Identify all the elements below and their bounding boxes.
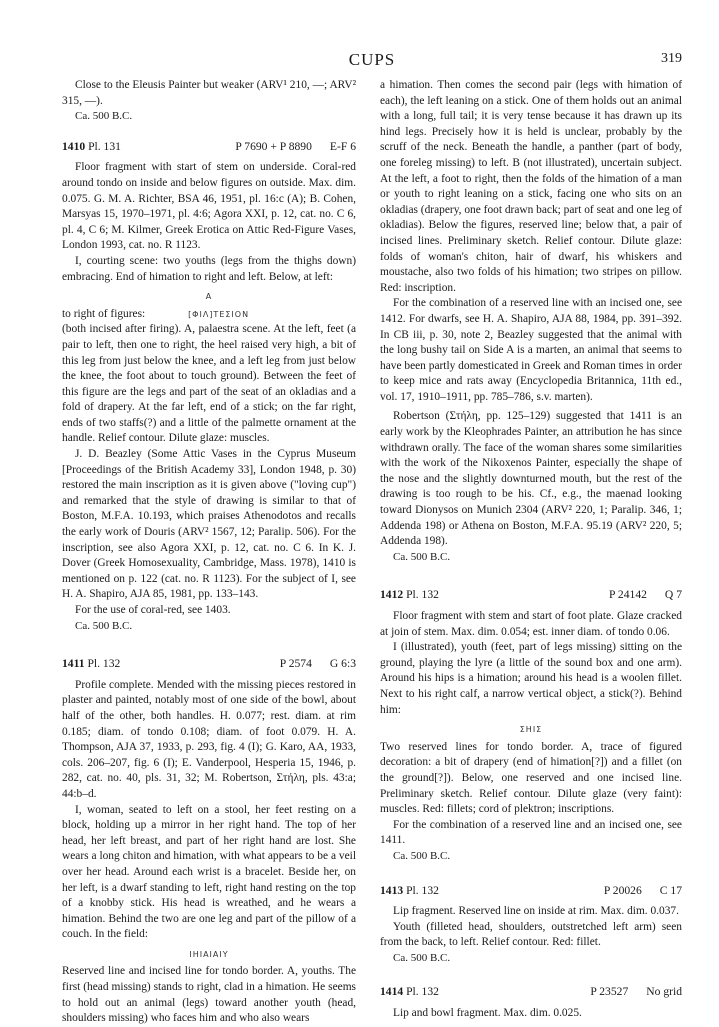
running-header [62,50,682,72]
catalog-entry-header-1410 [62,139,356,155]
inventory-number: P 23527 [590,985,629,999]
page-number: 319 [661,51,682,66]
entry-date: Ca. 500 B.C. [393,951,451,964]
entry-description [62,307,356,323]
inscription: ΙΗΙΑΙΑΙΥ [189,949,229,959]
entry-description: (both incised after firing). A, palaestra scene. At the left, feet (a pair to left, then one to right, the heel raised very high, a bit of this leg from just below the knee, and a left leg from just below the knee, the foot about to touch ground). Between the feet of this figure are the legs and part of the seat of an okladias and a fold of drapery. At the far left, end of a stick; on the far right, ends of two staffs(?) and a little of the palmette ornament at the handle. Relief contour. Dilute glaze: muscles. [62,323,356,445]
entry-note: For the use of coral-red, see 1403. [75,604,231,616]
grid-ref: C 17 [659,883,682,897]
grid-ref: No grid [646,985,682,999]
intro-paragraph: Close to the Eleusis Painter but weaker (ARV¹ 210, —; ARV² 315, —). [62,79,356,107]
catalog-entry-header-1412 [380,587,682,603]
entry-number: 1414 [380,985,404,999]
grid-ref: E-F 6 [329,139,356,153]
entry-description: Lip fragment. Reserved line on inside at rim. Max. dim. 0.037. [393,905,679,918]
inscription: ΣΗΙΣ [519,725,543,735]
entry-description: I (illustrated), youth (feet, part of legs missing) sitting on the ground, playing the lyre (a little of the sound box and one arm). Around his hips is a himation; around his head is a woolen fillet. Next to his right calf, a narrow vertical object, a stick(?). Behind him: [380,641,682,716]
plate-ref: Pl. 132 [406,985,439,999]
entry-date: Ca. 500 B.C. [75,619,133,632]
catalog-entry-header-1413 [380,883,682,899]
plate-ref: Pl. 131 [88,139,121,153]
entry-description: Lip and bowl fragment. Max. dim. 0.025. [393,1007,582,1020]
entry-number: 1412 [380,588,404,602]
inscription: [ΦΙΛ]ΤΕΣΙΟΝ [188,309,250,319]
grid-ref: Q 7 [664,588,682,602]
entry-description: Two reserved lines for tondo border. A, trace of figured decoration: a bit of drapery (end of himation[?]) and a fillet (on the ground[?]). Below, one reserved and one incised line. Preliminary sketch. Relief contour. Dilute glaze (very faint): muscles. Red: fillets; cord of plektron; inscriptions. [380,740,682,816]
entry-date: Ca. 500 B.C. [393,550,451,563]
inventory-number: P 7690 + P 8890 [235,139,312,153]
entry-note: For the combination of a reserved line and an incised one, see 1411. [380,818,682,847]
entry-description: Reserved line and incised line for tondo border. A, youths. The first (head missing) stands to right, clad in a himation. He seems to hold out an animal (legs) toward another youth (head, shoulders missing) who faces him and who also wears [62,965,356,1025]
entry-number: 1411 [62,657,85,671]
entry-date: Ca. 500 B.C. [393,849,451,862]
entry-description: I, woman, seated to left on a stool, her feet resting on a block, holding up a mirror in her right hand. The top of her head, her left breast, and part of her right hand are lost. She wears a long chiton and himation, with what appears to be a veil over her head. Around each wrist is a bracelet. Beside her, on her left, is a dwarf standing to left, right hand resting on the top of a knobby stick. His head is wreathed, and he wears a himation. Behind the two are one leg and part of the pillow of a couch. In the field: [62,803,356,941]
inscription: A [205,292,213,302]
entry-number: 1413 [380,883,404,897]
right-column [380,78,682,1022]
inventory-number: P 24142 [609,588,647,602]
entry-discussion: For the combination of a reserved line with an incised one, see 1412. For dwarfs, see H. A. Shapiro, AJA 88, 1984, pp. 391–392. In CB iii, p. 30, note 2, Beazley suggested that the animal with the long bushy tail on Side A is a marten, an animal that seems to have been partly domesticated in Greek and Roman times in order to keep mice and rats away (Encyclopedia Britannica, 11th ed., vol. 17, 1910–1911, pp. 785–786, s.v. marten). [380,297,682,403]
inventory-number: P 2574 [279,657,312,671]
entry-description: Floor fragment with start of stem on underside. Coral-red around tondo on inside and below figures on outside. Max. dim. 0.075. G. M. A. Richter, BSA 46, 1951, pl. 16:c (A); B. Cohen, Marsyas 15, 1970–1971, pl. 4:6; Agora XXI, p. 12, cat. no. C 6, pl. 4, C 6; M. Kilmer, Greek Erotica on Attic Red-Figure Vases, London 1993, cat. no. R 1123. [62,161,356,252]
plate-ref: Pl. 132 [406,883,439,897]
entry-description: Profile complete. Mended with the missing pieces restored in plaster and painted, notably most of one side of the bowl, about half of the other, both handles. H. 0.077; rest. diam. at rim 0.185; diam. of tondo 0.108; diam. of foot 0.079. H. A. Thompson, AJA 37, 1933, p. 293, fig. 4 (I); G. Karo, AA, 1933, cols. 206–207, fig. 6 (I); E. Vanderpool, Hesperia 15, 1946, p. 282, cat. no. 40, pls. 31, 32; M. Robertson, Στήλη, pls. 43:a; 44:b–d. [62,678,356,800]
catalog-entry-header-1411 [62,656,356,672]
entry-discussion: J. D. Beazley (Some Attic Vases in the Cyprus Museum [Proceedings of the British Academy 33], London 1948, p. 30) restored the main inscription as it is given above ("loving cup") and remarked that the style of drawing is similar to that of Boston, M.F.A. 10.193, which praises Athenodotos and recalls the early work of Douris (ARV² 1567, 12; Paralip. 506). For the inscription, see also Agora XXI, p. 12, cat. no. C 6. In K. J. Dover (Greek Homosexuality, Cambridge, Mass. 1978), 1410 is mentioned on p. 122 (cat. no. R 1123). For the subject of I, see H. A. Shapiro, AJA 85, 1981, pp. 133–143. [62,448,356,601]
intro-date: Ca. 500 B.C. [75,110,133,123]
plate-ref: Pl. 132 [406,588,439,602]
entry-description-continued: a himation. Then comes the second pair (legs with himation of each), the left leaning on a stick. One of them holds out an animal with a long, full tail; it is very tense because it has drawn up its hind legs. Precisely how it is held is unclear, probably by the scruff of the neck. Beneath the handle, a panther (part of body, one foreleg missing) to left. B (not illustrated), uncertain subject. At the left, a foot to right, then the folds of the himation of a man or youth to right leaning on a stick, facing one who sits on an okladias (drapery, one foot drawn back; part of seat and one leg of okladias). Below the figures, reserved line; below that, a pair of incised lines. Preliminary sketch. Relief contour. Dilute glaze: folds of woman's chiton, hair of dwarf, his whiskers and moustache, also two folds of his himation; two stripes on pillow. Red: inscription. [380,79,682,294]
left-column [62,78,356,1027]
inventory-number: P 20026 [603,883,642,897]
inscription-lead: to right of figures: [62,307,146,320]
catalog-entry-header-1414 [380,984,682,1000]
running-title: CUPS [348,50,396,69]
entry-description: Youth (filleted head, shoulders, outstretched left arm) seen from the back, to left. Relief contour. Red: fillet. [380,920,682,949]
entry-description: I, courting scene: two youths (legs from the thighs down) embracing. End of himation to right and left. Below, at left: [62,254,356,283]
plate-ref: Pl. 132 [87,657,121,671]
entry-discussion: Robertson (Στήλη, pp. 125–129) suggested that 1411 is an early work by the Kleophrades Painter, an attribution he has since withdrawn orally. The face of the woman shares some similarities with the work of the Nikoxenos Painter, especially the shape of the nose and the slightly downturned mouth, but the rest of the drawing is too rough to be his. Cf., e.g., the maenad looking toward Dionysos on Munich 2304 (ARV² 220, 1; Paralip. 346, 1; Addenda 198) or Athena on Boston, M.F.A. 95.19 (ARV² 220, 5; Addenda 198). [380,410,682,548]
entry-number: 1410 [62,139,86,153]
entry-description: Floor fragment with stem and start of foot plate. Glaze cracked at join of stem. Max. dim. 0.054; est. inner diam. of tondo 0.06. [380,610,682,638]
grid-ref: G 6:3 [329,657,356,671]
